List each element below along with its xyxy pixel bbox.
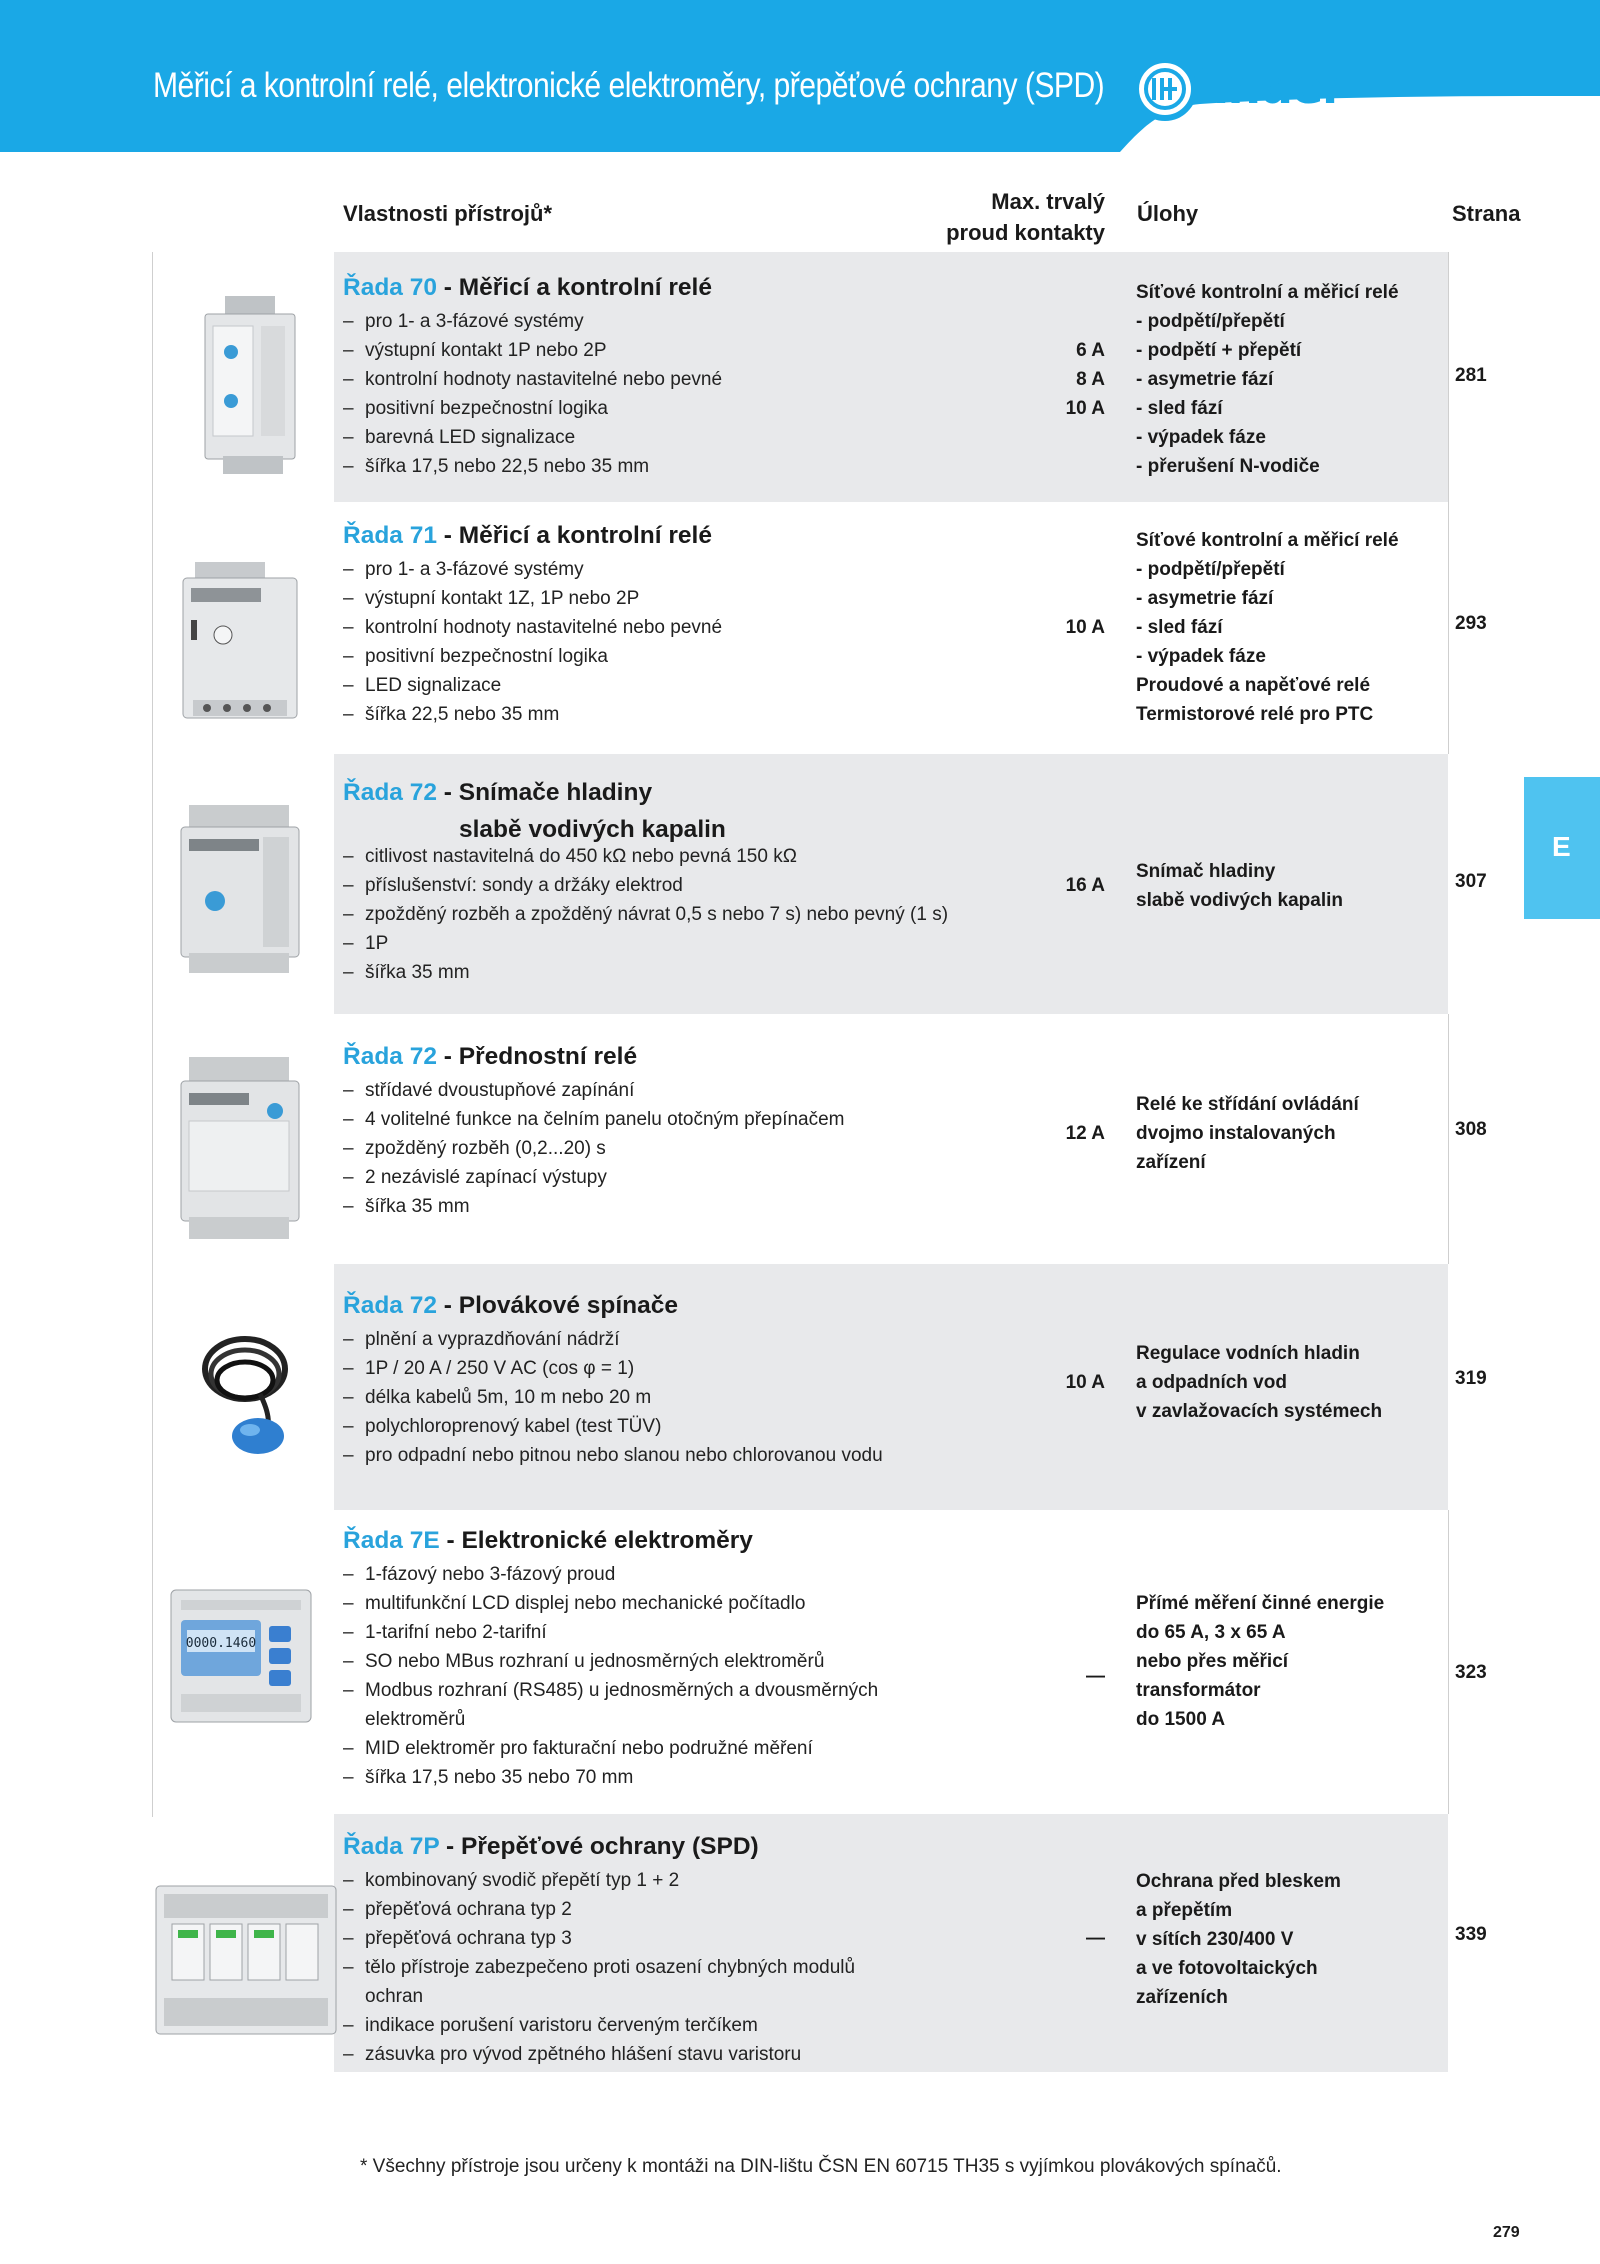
feature-list (343, 555, 722, 729)
feature-item: – pro 1- a 3-fázové systémy (343, 307, 722, 336)
feature-item: – šířka 17,5 nebo 22,5 nebo 35 mm (343, 452, 722, 481)
feature-item: – kontrolní hodnoty nastavitelné nebo pevné (343, 613, 722, 642)
series-title: Řada 72 - Plovákové spínače (343, 1292, 678, 1319)
current-values: 10 A (1065, 617, 1105, 638)
page-reference: 281 (1455, 365, 1487, 386)
page-reference: 307 (1455, 871, 1487, 892)
section-series-7e (0, 1510, 1600, 1814)
feature-item: – indikace porušení varistoru červeným terčíkem (343, 2011, 855, 2040)
feature-item: – Modbus rozhraní (RS485) u jednosměrných a dvousměrných (343, 1676, 878, 1705)
task-list: Relé ke střídání ovládání dvojmo instalovaných zařízení (1136, 1094, 1359, 1173)
series-72-priority-device-image (175, 1051, 305, 1251)
series-72-level-device-image (175, 797, 305, 987)
feature-item: – střídavé dvoustupňové zapínání (343, 1076, 845, 1105)
series-7p-spd-image (150, 1876, 340, 2046)
task-list: Síťové kontrolní a měřicí relé - podpětí/přepětí - podpětí + přepětí - asymetrie fází - sled fází - výpadek fáze - přerušení N-vodiče (1136, 282, 1399, 477)
feature-item: – příslušenství: sondy a držáky elektrod (343, 871, 948, 900)
current-values: — (1086, 1928, 1105, 1949)
right-rule (1448, 1014, 1449, 1264)
section-series-72-priority (0, 1014, 1600, 1264)
current-values: 10 A (1065, 1372, 1105, 1393)
right-rule (1448, 502, 1449, 754)
task-list: Regulace vodních hladin a odpadních vod v zavlažovacích systémech (1136, 1343, 1383, 1422)
page-reference: 293 (1455, 613, 1487, 634)
feature-item-continuation: elektroměrů (365, 1709, 466, 1730)
right-rule (1448, 1510, 1449, 1814)
feature-item: – šířka 35 mm (343, 958, 948, 987)
series-71-device-image (175, 560, 305, 740)
column-header-properties: Vlastnosti přístrojů* (343, 201, 553, 226)
current-values: — (1086, 1666, 1105, 1687)
series-title: Řada 71 - Měřicí a kontrolní relé (343, 522, 712, 549)
feature-item: – šířka 35 mm (343, 1192, 845, 1221)
feature-item: – 2 nezávislé zapínací výstupy (343, 1163, 845, 1192)
feature-item: – SO nebo MBus rozhraní u jednosměrných elektroměrů (343, 1647, 878, 1676)
page-number: 279 (1493, 2224, 1520, 2241)
page-reference: 339 (1455, 1924, 1487, 1945)
feature-item: – polychloroprenový kabel (test TÜV) (343, 1412, 883, 1441)
feature-item: – citlivost nastavitelná do 450 kΩ nebo pevná 150 kΩ (343, 842, 948, 871)
series-72-float-switch-image (190, 1314, 300, 1464)
page-reference: 308 (1455, 1119, 1487, 1140)
feature-list (343, 1560, 878, 1792)
section-series-72-float (0, 1264, 1600, 1510)
section-series-71 (0, 502, 1600, 754)
current-values: 16 A (1065, 875, 1105, 896)
right-rule (1448, 252, 1449, 502)
task-list: Snímač hladiny slabě vodivých kapalin (1136, 861, 1343, 911)
column-header-max-current: Max. trvalý proud kontakty (946, 189, 1105, 245)
section-series-72-level (0, 754, 1600, 1014)
feature-item: – tělo přístroje zabezpečeno proti osazení chybných modulů (343, 1953, 855, 1982)
current-values: 12 A (1065, 1123, 1105, 1144)
series-title: Řada 70 - Měřicí a kontrolní relé (343, 274, 712, 301)
feature-item: – přepěťová ochrana typ 2 (343, 1895, 855, 1924)
feature-item: – šířka 22,5 nebo 35 mm (343, 700, 722, 729)
feature-list (343, 842, 948, 987)
feature-item: – positivní bezpečnostní logika (343, 642, 722, 671)
feature-item: – MID elektroměr pro fakturační nebo podružné měření (343, 1734, 878, 1763)
feature-item: – barevná LED signalizace (343, 423, 722, 452)
feature-item: – 4 volitelné funkce na čelním panelu otočným přepínačem (343, 1105, 845, 1134)
chapter-tab-e[interactable]: E (1524, 777, 1600, 919)
feature-item: – zpožděný rozběh (0,2...20) s (343, 1134, 845, 1163)
feature-item: – plnění a vyprazdňování nádrží (343, 1325, 883, 1354)
feature-item: – délka kabelů 5m, 10 m nebo 20 m (343, 1383, 883, 1412)
lcd-reading: 0000.1460 (185, 1636, 257, 1651)
series-7e-energy-meter-image (165, 1586, 315, 1726)
feature-list (343, 1076, 845, 1221)
feature-item: – LED signalizace (343, 671, 722, 700)
feature-item: – 1P / 20 A / 250 V AC (cos φ = 1) (343, 1354, 883, 1383)
page-header-title: Měřicí a kontrolní relé, elektronické elektroměry, přepěťové ochrany (SPD) (153, 66, 1105, 105)
feature-item: – šířka 17,5 nebo 35 nebo 70 mm (343, 1763, 878, 1792)
task-list: Přímé měření činné energie do 65 A, 3 x 65 A nebo přes měřicí transformátor do 1500 A (1136, 1593, 1385, 1730)
feature-list (343, 307, 722, 481)
current-values: 6 A 8 A 10 A (1065, 340, 1105, 419)
feature-item: – 1P (343, 929, 948, 958)
feature-item: – výstupní kontakt 1Z, 1P nebo 2P (343, 584, 722, 613)
feature-list (343, 1866, 855, 2069)
feature-item: – kontrolní hodnoty nastavitelné nebo pevné (343, 365, 722, 394)
series-title: Řada 7P - Přepěťové ochrany (SPD) (343, 1833, 759, 1860)
page-reference: 319 (1455, 1368, 1487, 1389)
series-70-device-image (195, 296, 305, 476)
feature-item: – positivní bezpečnostní logika (343, 394, 722, 423)
feature-item: – zásuvka pro vývod zpětného hlášení stavu varistoru (343, 2040, 855, 2069)
feature-list (343, 1325, 883, 1470)
column-header-page: Strana (1452, 201, 1521, 226)
feature-item: – pro odpadní nebo pitnou nebo slanou nebo chlorovanou vodu (343, 1441, 883, 1470)
task-list: Ochrana před bleskem a přepětím v sítích 230/400 V a ve fotovoltaických zařízeních (1136, 1871, 1341, 2008)
feature-item: – výstupní kontakt 1P nebo 2P (343, 336, 722, 365)
section-series-7p (0, 1814, 1600, 2072)
column-header-tasks: Úlohy (1137, 201, 1199, 226)
section-series-70 (0, 252, 1600, 502)
logo-text: finder (1194, 60, 1344, 115)
feature-item: – 1-tarifní nebo 2-tarifní (343, 1618, 878, 1647)
feature-item: – zpožděný rozběh a zpožděný návrat 0,5 s nebo 7 s) nebo pevný (1 s) (343, 900, 948, 929)
series-title: Řada 7E - Elektronické elektroměry (343, 1527, 753, 1554)
series-title: Řada 72 - Přednostní relé (343, 1043, 638, 1070)
footnote: * Všechny přístroje jsou určeny k montáži na DIN-lištu ČSN EN 60715 TH35 s vyjímkou plovákových spínačů. (360, 2156, 1282, 2177)
feature-item: – 1-fázový nebo 3-fázový proud (343, 1560, 878, 1589)
feature-item: – multifunkční LCD displej nebo mechanické počítadlo (343, 1589, 878, 1618)
feature-item: – kombinovaný svodič přepětí typ 1 + 2 (343, 1866, 855, 1895)
feature-item: – přepěťová ochrana typ 3 (343, 1924, 855, 1953)
feature-item: – pro 1- a 3-fázové systémy (343, 555, 722, 584)
task-list: Síťové kontrolní a měřicí relé - podpětí/přepětí - asymetrie fází - sled fází - výpadek fáze Proudové a napěťové relé Termistorové relé pro PTC (1136, 530, 1399, 725)
page-reference: 323 (1455, 1662, 1487, 1683)
series-title: Řada 72 - Snímače hladiny slabě vodivých kapalin (343, 779, 726, 843)
feature-item-continuation: ochran (365, 1986, 424, 2007)
